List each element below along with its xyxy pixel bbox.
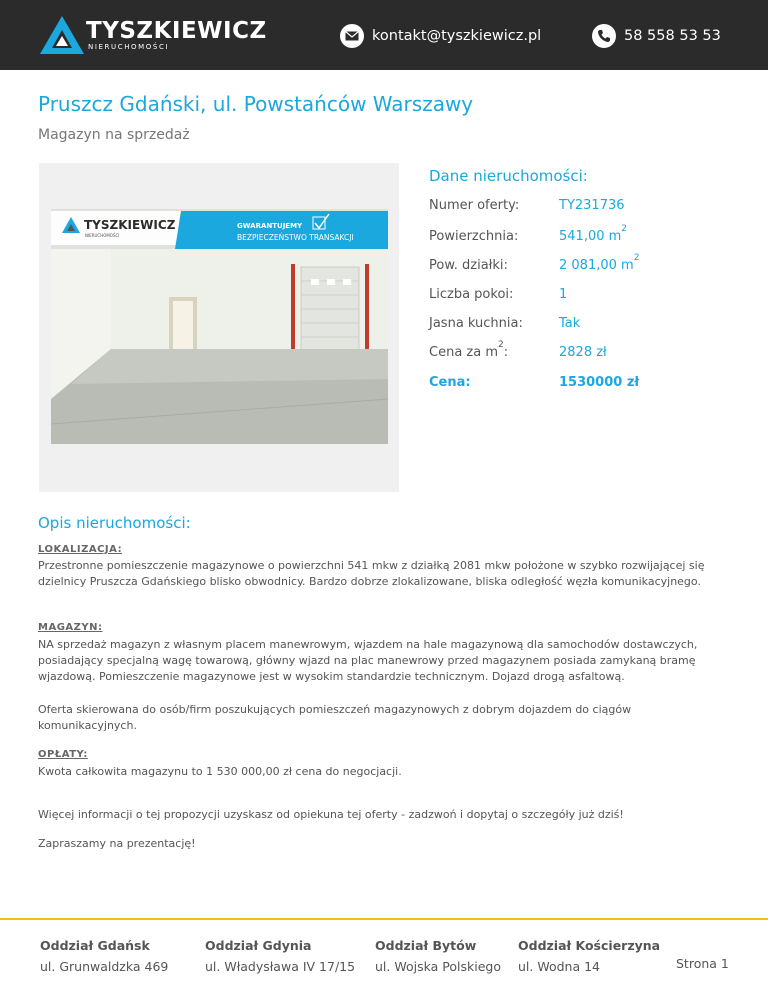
page-header [0, 0, 768, 70]
page-number: Strona 1 [676, 956, 729, 971]
price-label: Cena: [429, 375, 471, 390]
area-value: 541,00 $m^2$ [559, 224, 628, 244]
more-info-text: Więcej informacji o tej propozycji uzyskasz od opiekuna tej oferty - zadzwoń i dopytaj o szczegóły już dziś! [38, 808, 624, 821]
phone-text: 58 558 53 53 [624, 28, 721, 44]
email-text: kontakt@tyszkiewicz.pl [372, 28, 542, 44]
plot-area-value: 2 081,00 $m^2$ [559, 253, 640, 273]
details-title: Dane nieruchomości: [429, 167, 588, 185]
banner-line2: BEZPIECZEŃSTWO TRANSAKCJI [237, 233, 354, 242]
branch-name: Oddział Gdańsk [40, 938, 150, 953]
page-subtitle: Magazyn na sprzedaż [38, 127, 190, 143]
offer-number-label: Numer oferty: [429, 198, 520, 213]
area-label: Powierzchnia: [429, 229, 519, 244]
location-heading: LOKALIZACJA: [38, 544, 123, 555]
warehouse-heading: MAGAZYN: [38, 622, 103, 633]
logo-name: TYSZKIEWICZ [86, 18, 267, 44]
location-text: Przestronne pomieszczenie magazynowe o powierzchni 541 mkw z działką 2081 mkw położone w szybko rozwijającej się dzielnicy Pruszcza Gdańskiego blisko obwodnicy. Bardzo dobrze zlokalizowane, bliska odległość węzła komunikacyjnego. [38, 559, 705, 588]
offer-number-value: TY231736 [559, 198, 625, 213]
fees-text: Kwota całkowita magazynu to 1 530 000,00 zł cena do negocjacji. [38, 765, 402, 778]
fees-heading: OPŁATY: [38, 749, 88, 760]
kitchen-value: Tak [559, 316, 581, 331]
logo-triangle-icon [40, 16, 84, 54]
warehouse-offer-text: Oferta skierowana do osób/firm poszukujących pomieszczeń magazynowych z dobrym dojazdem do ciągów komunikacyjnych. [38, 703, 632, 732]
branch-address: ul. Władysława IV 17/15 [205, 959, 356, 974]
company-logo[interactable] [40, 16, 267, 56]
logo-subtitle: NIERUCHOMOŚCI [88, 43, 170, 51]
banner-line1: GWARANTUJEMY [237, 222, 303, 230]
branch-name: Oddział Bytów [375, 938, 477, 953]
banner-logo-sub: NIERUCHOMOŚCI [85, 233, 120, 238]
price-value: 1530000 zł [559, 375, 640, 390]
branch-address: ul. Grunwaldzka 469 [40, 959, 169, 974]
banner-logo-text: TYSZKIEWICZ [84, 218, 176, 232]
branch-gdansk [40, 938, 168, 974]
page-title: Pruszcz Gdański, ul. Powstańców Warszawy [38, 92, 474, 116]
phone-icon [592, 24, 616, 48]
branch-name: Oddział Kościerzyna [518, 938, 661, 953]
branch-address: ul. Wojska Polskiego [375, 959, 501, 974]
rooms-value: 1 [559, 287, 568, 302]
property-photo[interactable] [51, 209, 388, 444]
price-per-m2-value: 2828 zł [559, 345, 607, 360]
contact-email[interactable] [340, 24, 541, 48]
envelope-icon [340, 24, 364, 48]
footer-divider [0, 918, 768, 920]
branch-address: ul. Wodna 14 [518, 959, 601, 974]
contact-phone[interactable] [592, 24, 721, 48]
branch-koscierzyna [518, 938, 660, 974]
branch-gdynia [205, 938, 355, 974]
invite-text: Zapraszamy na prezentację! [38, 837, 196, 850]
branch-bytow [375, 938, 501, 974]
kitchen-label: Jasna kuchnia: [429, 316, 523, 331]
photo-frame [39, 163, 399, 492]
branch-name: Oddział Gdynia [205, 938, 312, 953]
price-per-m2-label: Cena za $m^2$: [429, 340, 509, 360]
rooms-label: Liczba pokoi: [429, 287, 514, 302]
description-title: Opis nieruchomości: [38, 514, 191, 532]
warehouse-text: NA sprzedaż magazyn z własnym placem manewrowym, wjazdem na hale magazynową dla samochodów dostawczych, posiadający specjalną wagę towarową, główny wjazd na plac manewrowy przed magazynem posiada zamykaną bramę wjazdową. Pomieszczenie magazynowe jest w wysokim standardzie technicznym. Dojazd drogą asfaltową. [38, 638, 698, 683]
plot-area-label: Pow. działki: [429, 258, 508, 273]
